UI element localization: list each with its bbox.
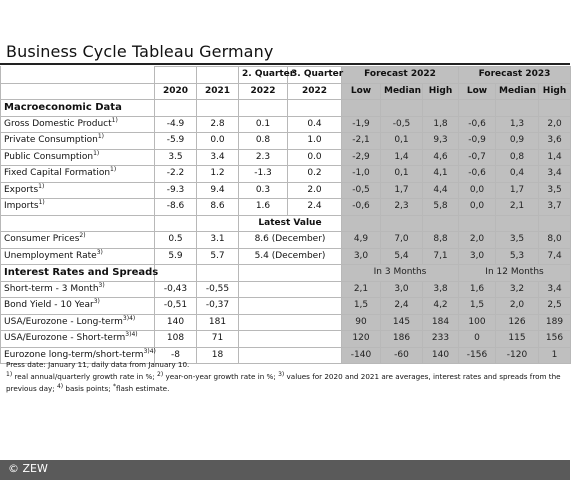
value-cell: 3.4 (197, 149, 239, 166)
value-cell: 0.2 (288, 166, 342, 183)
forecast-cell: 2,1 (496, 199, 539, 216)
forecast-cell: -0,5 (342, 182, 381, 199)
table-cell (381, 100, 423, 117)
forecast-cell: 100 (459, 314, 496, 331)
row-label: Exports$^{1)}$ (1, 182, 155, 199)
value-cell: -9.3 (155, 182, 197, 199)
value-cell: -0,51 (155, 298, 197, 315)
forecast-cell: 2,0 (539, 116, 571, 133)
latest-row (1, 248, 571, 265)
table-cell (197, 67, 239, 84)
forecast-cell: -0,5 (381, 116, 423, 133)
table-cell (155, 215, 197, 232)
forecast-cell: 4,2 (423, 298, 459, 315)
empty-cell (239, 331, 342, 348)
forecast-cell: 2,3 (381, 199, 423, 216)
rate-row (1, 281, 571, 298)
forecast-cell: 2,1 (342, 281, 381, 298)
forecast-cell: 2,0 (459, 232, 496, 249)
forecast-cell: 3,7 (539, 199, 571, 216)
value-cell: 5.9 (155, 248, 197, 265)
table-cell (197, 265, 239, 282)
table-cell (155, 265, 197, 282)
value-cell: 0.5 (155, 232, 197, 249)
section-macroeconomic-data: Macroeconomic Data (1, 100, 155, 117)
value-cell: 3.5 (155, 149, 197, 166)
value-cell: 1.2 (197, 166, 239, 183)
macro-row (1, 116, 571, 133)
forecast-cell: 0,1 (381, 133, 423, 150)
table-cell (288, 100, 342, 117)
copyright-bar (0, 460, 570, 480)
header-high: High (539, 83, 571, 100)
table-cell (239, 100, 288, 117)
value-cell: -2.2 (155, 166, 197, 183)
empty-cell (239, 281, 342, 298)
value-cell: 71 (197, 331, 239, 348)
forecast-cell: 233 (423, 331, 459, 348)
empty-cell (239, 298, 342, 315)
value-cell: 5.7 (197, 248, 239, 265)
forecast-cell: 120 (342, 331, 381, 348)
section-row (1, 100, 571, 117)
latest-value-cell: 5.4 (December) (239, 248, 342, 265)
forecast-cell: -2,9 (342, 149, 381, 166)
footnotes (6, 359, 566, 395)
forecast-cell: 3,5 (496, 232, 539, 249)
value-cell: 1.0 (288, 133, 342, 150)
forecast-cell: 0 (459, 331, 496, 348)
forecast-cell: 8,0 (539, 232, 571, 249)
forecast-cell: 3,4 (539, 281, 571, 298)
forecast-cell: 0,9 (496, 133, 539, 150)
forecast-cell: 1,5 (342, 298, 381, 315)
header-2022-q2: 2022 (239, 83, 288, 100)
header-median: Median (381, 83, 423, 100)
forecast-cell: 3,8 (423, 281, 459, 298)
header-in-12-months: In 12 Months (459, 265, 571, 282)
table-cell (1, 67, 155, 84)
forecast-cell: 5,4 (381, 248, 423, 265)
forecast-cell: 1,3 (496, 116, 539, 133)
forecast-cell: 3,4 (539, 166, 571, 183)
table-cell (459, 215, 496, 232)
header-q2: 2. Quarter (239, 67, 288, 84)
value-cell: 9.4 (197, 182, 239, 199)
row-label: Unemployment Rate$^{3)}$ (1, 248, 155, 265)
forecast-cell: 0,4 (496, 166, 539, 183)
forecast-cell: 7,0 (381, 232, 423, 249)
value-cell: 108 (155, 331, 197, 348)
forecast-cell: 4,4 (423, 182, 459, 199)
value-cell: 2.0 (288, 182, 342, 199)
header-2020: 2020 (155, 83, 197, 100)
value-cell: 2.8 (197, 116, 239, 133)
row-label: Imports$^{1)}$ (1, 199, 155, 216)
latest-header-row (1, 215, 571, 232)
table-cell (423, 215, 459, 232)
value-cell: -8 (155, 347, 197, 364)
rate-row (1, 298, 571, 315)
latest-row (1, 232, 571, 249)
row-label: Eurozone long-term/short-term$^{3)4)}$ (1, 347, 155, 364)
table-cell (155, 100, 197, 117)
forecast-cell: 1,4 (381, 149, 423, 166)
forecast-cell: -1,0 (342, 166, 381, 183)
page-title: Business Cycle Tableau Germany (6, 42, 274, 61)
forecast-cell: 184 (423, 314, 459, 331)
forecast-cell: 0,0 (459, 182, 496, 199)
forecast-cell: 90 (342, 314, 381, 331)
value-cell: -8.6 (155, 199, 197, 216)
latest-value-cell: 8.6 (December) (239, 232, 342, 249)
row-label: USA/Eurozone - Long-term$^{3)4)}$ (1, 314, 155, 331)
value-cell: -0,43 (155, 281, 197, 298)
row-label: Fixed Capital Formation$^{1)}$ (1, 166, 155, 183)
table-cell (342, 215, 381, 232)
forecast-cell: 1,6 (459, 281, 496, 298)
forecast-cell: 1,7 (381, 182, 423, 199)
header-median: Median (496, 83, 539, 100)
footnote-line-2: previous day; $^{4)}$ basis points; *flash estimate. (6, 383, 170, 393)
header-forecast-2022: Forecast 2022 (342, 67, 459, 84)
header-2021: 2021 (197, 83, 239, 100)
forecast-cell: -140 (342, 347, 381, 364)
table-cell (1, 215, 155, 232)
macro-row (1, 166, 571, 183)
table-cell (539, 215, 571, 232)
forecast-cell: 1,8 (423, 116, 459, 133)
forecast-cell: 2,0 (496, 298, 539, 315)
forecast-cell: -0,6 (459, 166, 496, 183)
forecast-cell: 1,4 (539, 149, 571, 166)
table-cell (459, 100, 496, 117)
forecast-cell: 4,6 (423, 149, 459, 166)
value-cell: 0.1 (239, 116, 288, 133)
row-label: Private Consumption$^{1)}$ (1, 133, 155, 150)
forecast-cell: -0,9 (459, 133, 496, 150)
table-cell (423, 100, 459, 117)
forecast-cell: -120 (496, 347, 539, 364)
header-row-2 (1, 83, 571, 100)
row-label: Bond Yield - 10 Year$^{3)}$ (1, 298, 155, 315)
forecast-cell: -0,6 (459, 116, 496, 133)
forecast-cell: 0,0 (459, 199, 496, 216)
forecast-cell: -2,1 (342, 133, 381, 150)
row-label: Consumer Prices$^{2)}$ (1, 232, 155, 249)
table-cell (496, 215, 539, 232)
forecast-cell: 2,4 (381, 298, 423, 315)
section-interest-rates: Interest Rates and Spreads (1, 265, 155, 282)
forecast-cell: 1 (539, 347, 571, 364)
header-high: High (423, 83, 459, 100)
forecast-cell: 140 (423, 347, 459, 364)
press-date: Press date: January 11, daily data from January 10. (6, 360, 190, 369)
forecast-cell: 4,9 (342, 232, 381, 249)
table-cell (381, 215, 423, 232)
value-cell: 1.6 (239, 199, 288, 216)
value-cell: -5.9 (155, 133, 197, 150)
forecast-cell: 1,7 (496, 182, 539, 199)
table-cell (539, 100, 571, 117)
forecast-cell: 3,0 (381, 281, 423, 298)
value-cell: 0.0 (288, 149, 342, 166)
header-in-3-months: In 3 Months (342, 265, 459, 282)
forecast-cell: -1,9 (342, 116, 381, 133)
forecast-cell: -0,6 (342, 199, 381, 216)
forecast-cell: 189 (539, 314, 571, 331)
forecast-cell: 3,5 (539, 182, 571, 199)
forecast-cell: 3,0 (459, 248, 496, 265)
rate-row (1, 314, 571, 331)
macro-row (1, 199, 571, 216)
forecast-cell: -156 (459, 347, 496, 364)
table-cell (496, 100, 539, 117)
forecast-cell: 1,5 (459, 298, 496, 315)
forecast-cell: 126 (496, 314, 539, 331)
value-cell: -0,55 (197, 281, 239, 298)
table-cell (197, 100, 239, 117)
macro-row (1, 133, 571, 150)
value-cell: 140 (155, 314, 197, 331)
value-cell: 0.3 (239, 182, 288, 199)
value-cell: 2.4 (288, 199, 342, 216)
value-cell: 0.0 (197, 133, 239, 150)
business-cycle-table (0, 66, 571, 364)
forecast-cell: 5,3 (496, 248, 539, 265)
forecast-cell: 3,2 (496, 281, 539, 298)
row-label: Gross Domestic Product$^{1)}$ (1, 116, 155, 133)
macro-row (1, 149, 571, 166)
macro-row (1, 182, 571, 199)
forecast-cell: 156 (539, 331, 571, 348)
table-cell (342, 100, 381, 117)
value-cell: 0.4 (288, 116, 342, 133)
header-low: Low (342, 83, 381, 100)
forecast-cell: 9,3 (423, 133, 459, 150)
forecast-cell: 186 (381, 331, 423, 348)
forecast-cell: 115 (496, 331, 539, 348)
header-2022-q3: 2022 (288, 83, 342, 100)
header-low: Low (459, 83, 496, 100)
row-label: Public Consumption$^{1)}$ (1, 149, 155, 166)
forecast-cell: 2,5 (539, 298, 571, 315)
row-label: USA/Eurozone - Short-term$^{3)4)}$ (1, 331, 155, 348)
table-cell (1, 83, 155, 100)
forecast-cell: 7,1 (423, 248, 459, 265)
value-cell: 18 (197, 347, 239, 364)
rate-row (1, 331, 571, 348)
table-cell (155, 67, 197, 84)
forecast-cell: 8,8 (423, 232, 459, 249)
forecast-cell: 5,8 (423, 199, 459, 216)
table-cell (239, 265, 342, 282)
header-latest-value: Latest Value (239, 215, 342, 232)
title-rule (0, 63, 570, 65)
section-row (1, 265, 571, 282)
value-cell: 2.3 (239, 149, 288, 166)
value-cell: -1.3 (239, 166, 288, 183)
value-cell: 3.1 (197, 232, 239, 249)
forecast-cell: -60 (381, 347, 423, 364)
empty-cell (239, 314, 342, 331)
forecast-cell: 7,4 (539, 248, 571, 265)
forecast-cell: 0,8 (496, 149, 539, 166)
value-cell: 0.8 (239, 133, 288, 150)
header-q3: 3. Quarter (288, 67, 342, 84)
value-cell: 181 (197, 314, 239, 331)
row-label: Short-term - 3 Month$^{3)}$ (1, 281, 155, 298)
value-cell: -0,37 (197, 298, 239, 315)
copyright-text: © ZEW (8, 462, 48, 475)
forecast-cell: 4,1 (423, 166, 459, 183)
table-cell (197, 215, 239, 232)
header-forecast-2023: Forecast 2023 (459, 67, 571, 84)
value-cell: 8.6 (197, 199, 239, 216)
footnote-line-1: $^{1)}$ real annual/quarterly growth rate in %; $^{2)}$ year-on-year growth rate in %; $^{3)}$ values for 2020 and 2021 are averages, interest rates and spreads from the (6, 371, 561, 381)
value-cell: -4.9 (155, 116, 197, 133)
forecast-cell: 145 (381, 314, 423, 331)
forecast-cell: 3,0 (342, 248, 381, 265)
forecast-cell: 3,6 (539, 133, 571, 150)
header-row-1 (1, 67, 571, 84)
forecast-cell: -0,7 (459, 149, 496, 166)
forecast-cell: 0,1 (381, 166, 423, 183)
